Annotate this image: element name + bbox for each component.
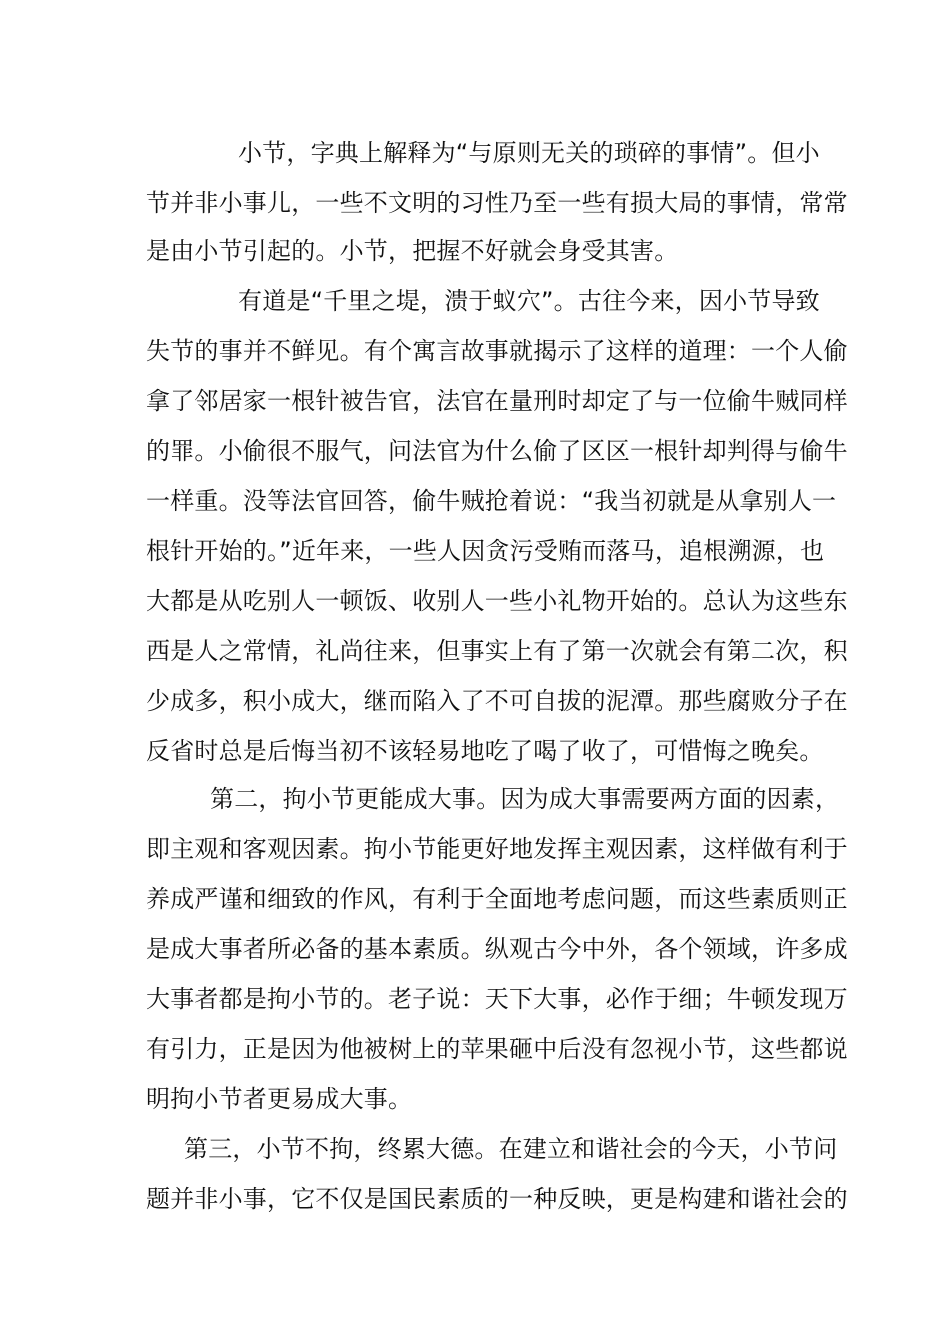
text-line: 有引力，正是因为他被树上的苹果砸中后没有忽视小节，这些都说 — [146, 1035, 848, 1063]
text-line: 养成严谨和细致的作风，有利于全面地考虑问题，而这些素质则正 — [146, 885, 848, 913]
text-line: 是成大事者所必备的基本素质。纵观古今中外，各个领域，许多成 — [146, 935, 848, 963]
text-line: 节并非小事儿，一些不文明的习性乃至一些有损大局的事情，常常 — [146, 189, 848, 217]
text-line: 一样重。没等法官回答，偷牛贼抢着说：“我当初就是从拿别人一 — [146, 487, 837, 515]
text-line: 第二，拘小节更能成大事。因为成大事需要两方面的因素， — [210, 785, 840, 813]
text-line: 第三，小节不拘，终累大德。在建立和谐社会的今天，小节问 — [184, 1135, 838, 1163]
text-line: 根针开始的。”近年来，一些人因贪污受贿而落马，追根溯源，也 — [146, 537, 825, 565]
text-line: 少成多，积小成大，继而陷入了不可自拔的泥潭。那些腐败分子在 — [146, 687, 848, 715]
text-line: 题并非小事，它不仅是国民素质的一种反映，更是构建和谐社会的 — [146, 1185, 848, 1213]
text-line: 大事者都是拘小节的。老子说：天下大事，必作于细；牛顿发现万 — [146, 985, 848, 1013]
text-line: 明拘小节者更易成大事。 — [146, 1085, 413, 1113]
text-line: 西是人之常情，礼尚往来，但事实上有了第一次就会有第二次，积 — [146, 637, 848, 665]
text-line: 是由小节引起的。小节，把握不好就会身受其害。 — [146, 237, 679, 265]
text-line: 反省时总是后悔当初不该轻易地吃了喝了收了，可惜悔之晚矣。 — [146, 737, 824, 765]
text-line: 大都是从吃别人一顿饭、收别人一些小礼物开始的。总认为这些东 — [146, 587, 848, 615]
text-line: 有道是“千里之堤，溃于蚁穴”。古往今来，因小节导致 — [238, 287, 820, 315]
text-line: 即主观和客观因素。拘小节能更好地发挥主观因素，这样做有利于 — [146, 835, 848, 863]
text-line: 的罪。小偷很不服气，问法官为什么偷了区区一根针却判得与偷牛 — [146, 437, 848, 465]
text-line: 小节，字典上解释为“与原则无关的琐碎的事情”。但小 — [238, 139, 820, 167]
text-line: 失节的事并不鲜见。有个寓言故事就揭示了这样的道理：一个人偷 — [146, 337, 848, 365]
text-line: 拿了邻居家一根针被告官，法官在量刑时却定了与一位偷牛贼同样 — [146, 387, 848, 415]
